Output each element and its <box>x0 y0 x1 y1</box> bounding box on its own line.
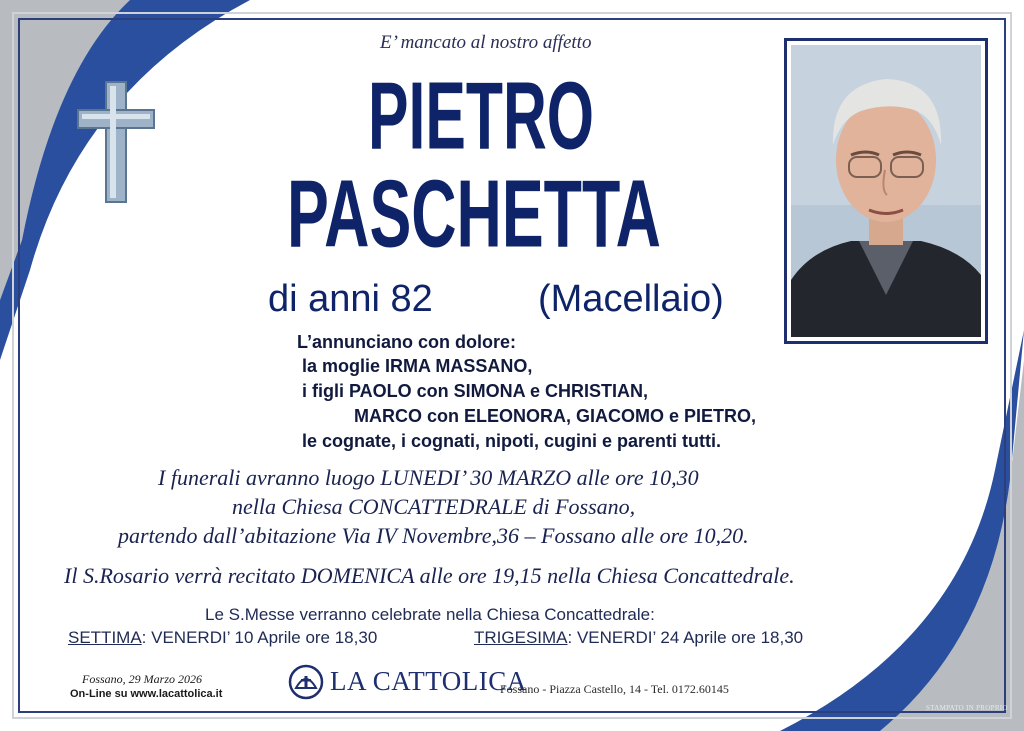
deceased-first-name: PIETRO <box>368 61 595 169</box>
la-cattolica-logo-icon <box>288 664 324 700</box>
settima-label: SETTIMA <box>68 628 142 647</box>
funeral-home-brand: LA CATTOLICA <box>330 666 527 696</box>
deceased-portrait <box>784 38 988 344</box>
settima-line <box>68 628 377 648</box>
settima-value: : VENERDI’ 10 Aprile ore 18,30 <box>141 628 378 647</box>
trigesima-line <box>474 628 803 648</box>
funeral-line: I funerali avranno luogo LUNEDI’ 30 MARZO alle ore 10,30 <box>158 465 699 490</box>
printed-in-house-stamp: STAMPATO IN PROPRIO <box>926 704 1008 712</box>
funeral-home-address: Fossano - Piazza Castello, 14 - Tel. 0172.60145 <box>500 682 729 696</box>
announcement-line: i figli PAOLO con SIMONA e CHRISTIAN, <box>302 381 649 401</box>
intro-text: E’ mancato al nostro affetto <box>380 32 592 53</box>
announcement-line: la moglie IRMA MASSANO, <box>302 356 533 376</box>
publication-date: Fossano, 29 Marzo 2026 <box>82 672 203 686</box>
cross-icon <box>76 80 156 204</box>
rosary-line: Il S.Rosario verrà recitato DOMENICA alle ore 19,15 nella Chiesa Concattedrale. <box>64 563 795 588</box>
masses-intro: Le S.Messe verranno celebrate nella Chiesa Concattedrale: <box>205 605 655 624</box>
portrait-image <box>791 45 981 337</box>
announcement-line: MARCO con ELEONORA, GIACOMO e PIETRO, <box>354 406 757 426</box>
deceased-last-name: PASCHETTA <box>287 159 661 267</box>
announcement-line: le cognate, i cognati, nipoti, cugini e parenti tutti. <box>302 431 722 451</box>
trigesima-value: : VENERDI’ 24 Aprile ore 18,30 <box>567 628 804 647</box>
deceased-profession: (Macellaio) <box>538 278 724 320</box>
funeral-line: nella Chiesa CONCATTEDRALE di Fossano, <box>232 494 636 519</box>
funeral-line: partendo dall’abitazione Via IV Novembre,36 – Fossano alle ore 10,20. <box>118 523 749 548</box>
deceased-age: di anni 82 <box>268 278 433 320</box>
announcement-line: L’annunciano con dolore: <box>297 332 517 352</box>
online-link: On-Line su www.lacattolica.it <box>70 688 223 700</box>
trigesima-label: TRIGESIMA <box>474 628 568 647</box>
